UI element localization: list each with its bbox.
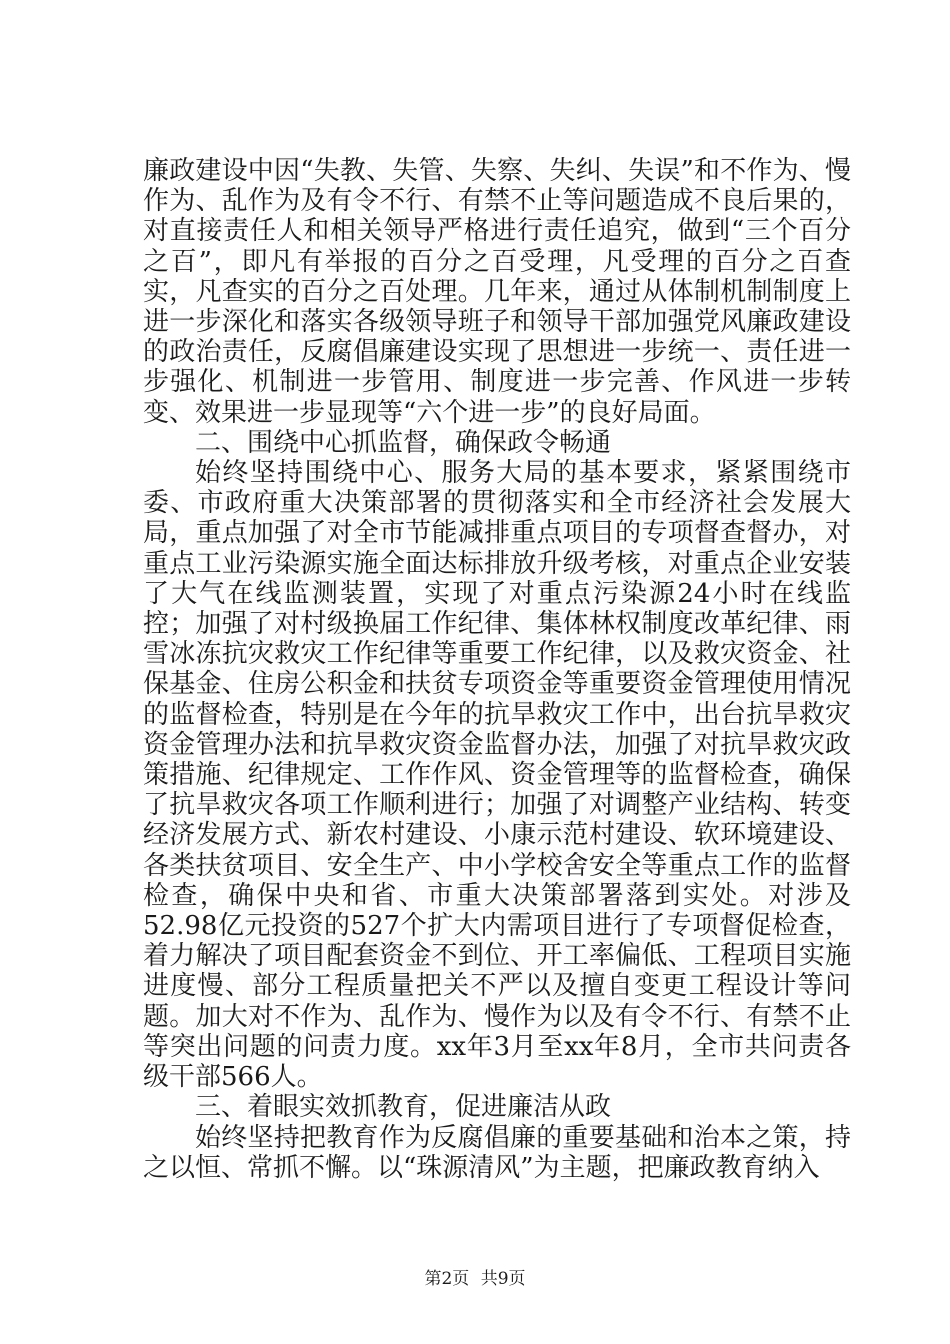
section-heading-3: 三、着眼实效抓教育，促进廉洁从政 bbox=[195, 1092, 612, 1123]
document-body bbox=[143, 156, 851, 1183]
paragraph-continuation: 廉政建设中因“失教、失管、失察、失纠、失误”和不作为、慢作为、乱作为及有令不行、有禁不止等问题造成不良后果的，对直接责任人和相关领导严格进行责任追究，做到“三个百分之百”，即凡有举报的百分之百受理，凡受理的百分之百查实，凡查实的百分之百处理。几年来，通过从体制机制制度上进一步深化和落实各级领导班子和领导干部加强党风廉政建设的政治责任，反腐倡廉建设实现了思想进一步统一、责任进一步强化、机制进一步管用、制度进一步完善、作风进一步转变、效果进一步显现等“六个进一步”的良好局面。 bbox=[143, 156, 851, 428]
page-number: 第2页 bbox=[424, 1269, 470, 1289]
page-footer bbox=[0, 1264, 950, 1289]
paragraph-supervision: 始终坚持围绕中心、服务大局的基本要求，紧紧围绕市委、市政府重大决策部署的贯彻落实和全市经济社会发展大局，重点加强了对全市节能减排重点项目的专项督查督办，对重点工业污染源实施全面达标排放升级考核，对重点企业安装了大气在线监测装置，实现了对重点污染源24小时在线监控；加强了对村级换届工作纪律、集体林权制度改革纪律、雨雪冰冻抗灾救灾工作纪律等重要工作纪律，以及救灾资金、社保基金、住房公积金和扶贫专项资金等重要资金管理使用情况的监督检查，特别是在今年的抗旱救灾工作中，出台抗旱救灾资金管理办法和抗旱救灾资金监督办法，加强了对抗旱救灾政策措施、纪律规定、工作作风、资金管理等的监督检查，确保了抗旱救灾各项工作顺利进行；加强了对调整产业结构、转变经济发展方式、新农村建设、小康示范村建设、软环境建设、各类扶贫项目、安全生产、中小学校舍安全等重点工作的监督检查，确保中央和省、市重大决策部署落到实处。对涉及52.98亿元投资的527个扩大内需项目进行了专项督促检查，着力解决了项目配套资金不到位、开工率偏低、工程项目实施进度慢、部分工程质量把关不严以及擅自变更工程设计等问题。加大对不作为、乱作为、慢作为以及有令不行、有禁不止等突出问题的问责力度。xx年3月至xx年8月，全市共问责各级干部566人。 bbox=[143, 458, 851, 1093]
section-heading-2: 二、围绕中心抓监督，确保政令畅通 bbox=[195, 427, 612, 458]
page-total: 共9页 bbox=[480, 1269, 526, 1289]
paragraph-education: 始终坚持把教育作为反腐倡廉的重要基础和治本之策，持之以恒、常抓不懈。以“珠源清风”为主题，把廉政教育纳入 bbox=[143, 1122, 851, 1183]
